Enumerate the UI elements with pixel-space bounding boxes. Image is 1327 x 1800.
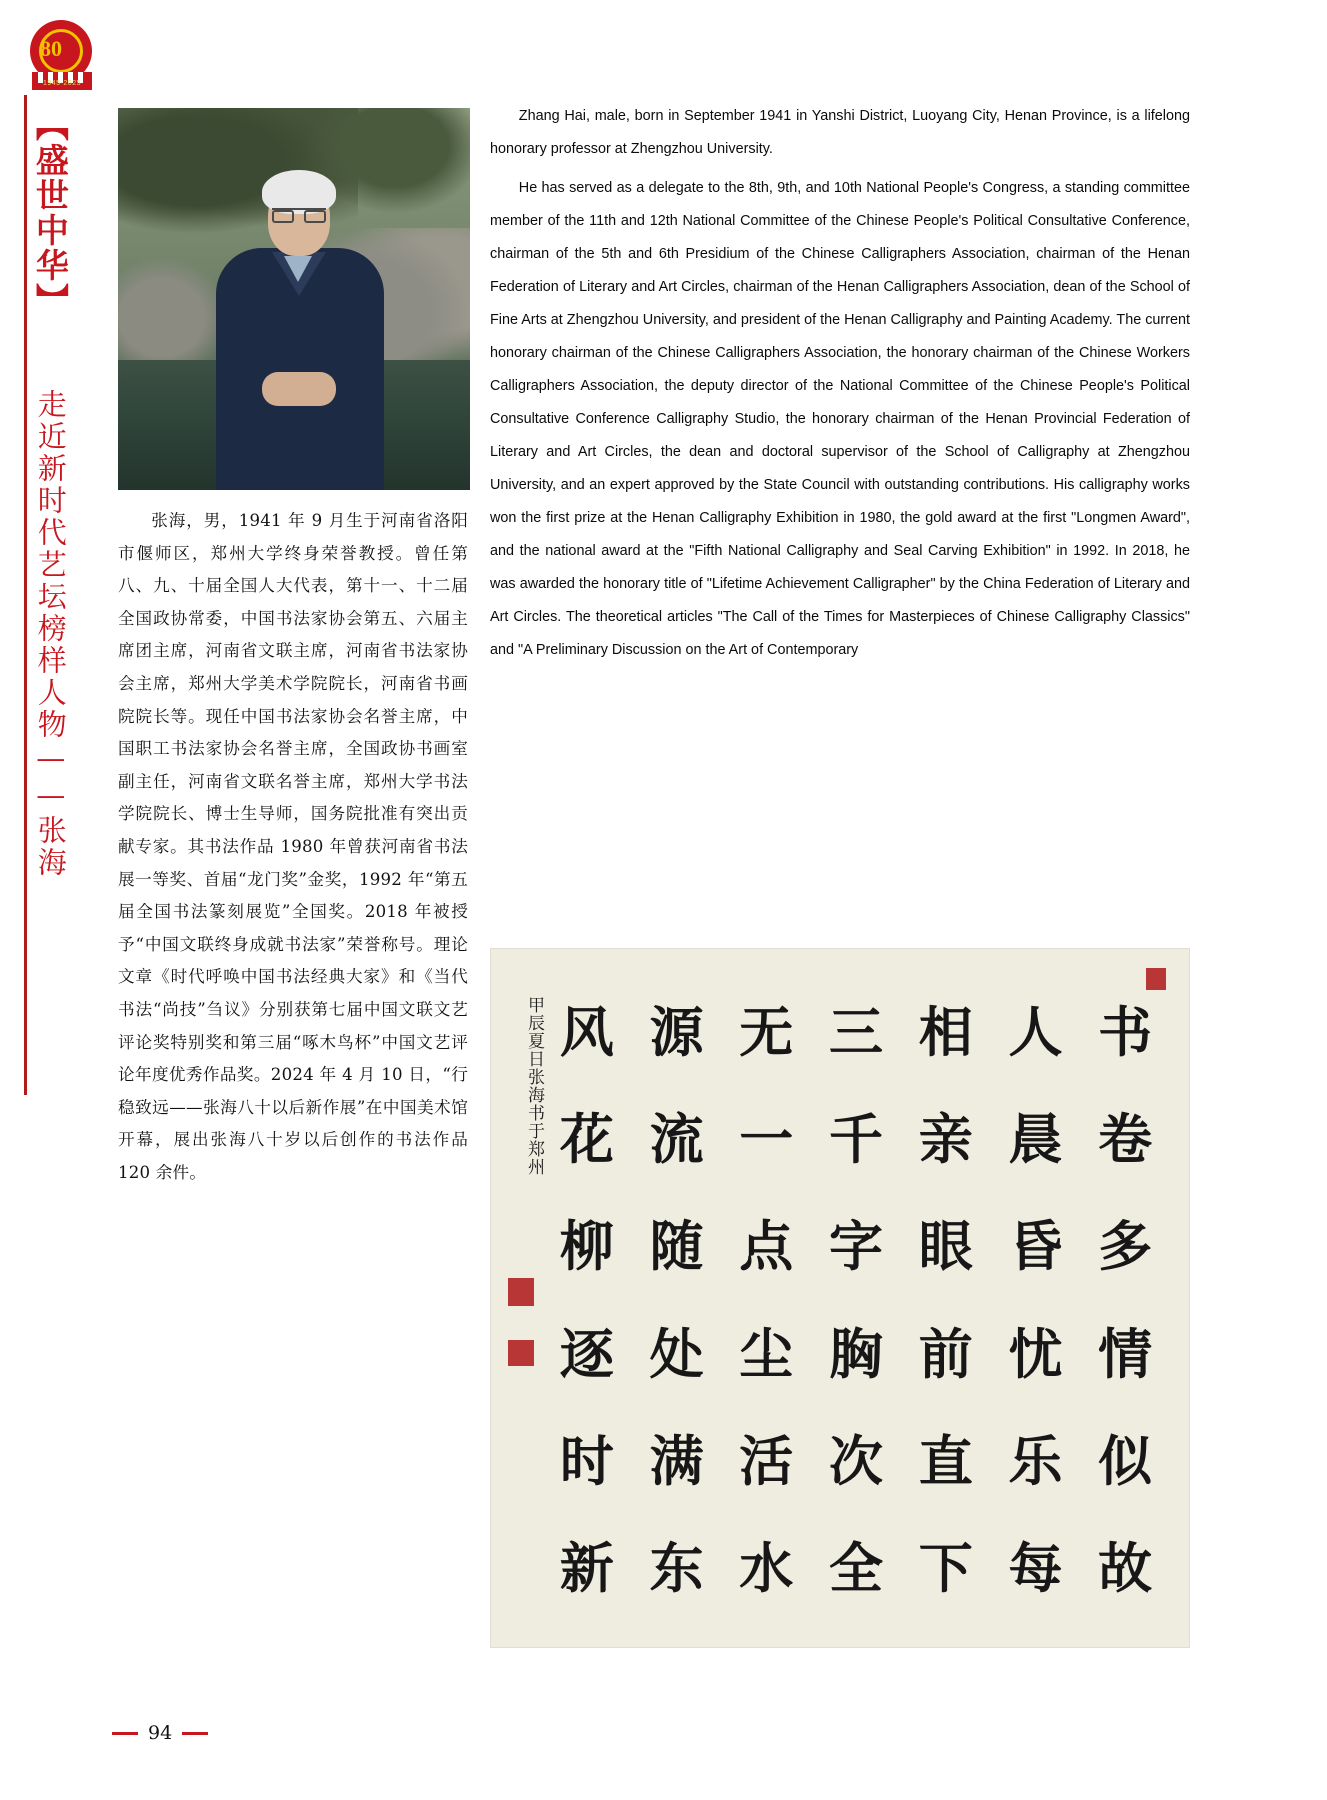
chinese-article-column bbox=[118, 505, 468, 1189]
banner-title: 【盛世中华】 bbox=[30, 108, 70, 318]
footer-dash-left bbox=[112, 1732, 138, 1735]
artwork-char: 似 bbox=[1098, 1428, 1153, 1493]
artwork-char: 相 bbox=[918, 999, 973, 1064]
calligraphy-artwork bbox=[490, 948, 1190, 1648]
emblem-number: 80 bbox=[40, 36, 62, 61]
anniversary-emblem-icon bbox=[20, 18, 104, 96]
artwork-char: 时 bbox=[559, 1428, 614, 1493]
artwork-signature: 甲辰夏日张海书于郑州 bbox=[524, 996, 544, 1176]
artwork-char: 新 bbox=[559, 1536, 614, 1601]
artwork-char: 亲 bbox=[918, 1106, 973, 1171]
artwork-char: 千 bbox=[829, 1106, 884, 1171]
subject-hands bbox=[262, 372, 336, 406]
artwork-char: 逐 bbox=[559, 1321, 614, 1386]
artwork-char: 无 bbox=[739, 999, 794, 1064]
artwork-char: 风 bbox=[559, 999, 614, 1064]
artwork-char: 乐 bbox=[1008, 1428, 1063, 1493]
artwork-char: 人 bbox=[1008, 999, 1063, 1064]
artwork-char: 尘 bbox=[739, 1321, 794, 1386]
artwork-char: 三 bbox=[829, 999, 884, 1064]
artwork-char: 随 bbox=[649, 1214, 704, 1279]
artwork-char: 流 bbox=[649, 1106, 704, 1171]
artwork-char: 前 bbox=[918, 1321, 973, 1386]
banner-subtitle: 走近新时代艺坛榜样人物——张海 bbox=[33, 389, 68, 879]
artwork-char: 胸 bbox=[829, 1321, 884, 1386]
english-paragraph-1: Zhang Hai, male, born in September 1941 in Yanshi District, Luoyang City, Henan Province, is a lifelong honorary professor at Zhengzhou University. bbox=[490, 108, 1190, 157]
artwork-char: 忧 bbox=[1008, 1321, 1063, 1386]
artwork-char: 水 bbox=[739, 1536, 794, 1601]
english-article-column bbox=[490, 100, 1190, 673]
footer-dash-right bbox=[182, 1732, 208, 1735]
english-paragraph-2: He has served as a delegate to the 8th, 9th, and 10th National People's Congress, a standing committee member of the 11th and 12th National Committee of the Chinese People's Political Consultative Conference, chairman of the 5th and 6th Presidium of the Chinese Calligraphers Association, chairman of the Henan Federation of Literary and Art Circles, chairman of the Henan Calligraphers Association, dean of the School of Fine Arts at Zhengzhou University, and president of the Henan Calligraphy and Painting Academy. The current honorary chairman of the Chinese Calligraphers Association, the honorary chairman of the Chinese Workers Calligraphers Association, the deputy director of the National Committee of the Chinese People's Political Consultative Conference Calligraphy Studio, the honorary chairman of the Henan Provincial Federation of Literary and Art Circles, the dean and doctoral supervisor of the School of Calligraphy at Zhengzhou University, and an expert approved by the State Council with outstanding contributions. His calligraphy works won the first prize at the Henan Calligraphy Exhibition in 1980, the gold award at the first "Longmen Award", and the national award at the "Fifth National Calligraphy and Seal Carving Exhibition" in 1992. In 2018, he was awarded the honorary title of "Lifetime Achievement Calligrapher" by the China Federation of Literary and Art Circles. The theoretical articles "The Call of the Times for Masterpieces of Chinese Calligraphy Classics" and "A Preliminary Discussion on the Art of Contemporary bbox=[490, 180, 1190, 658]
artwork-character-grid bbox=[542, 978, 1170, 1622]
artwork-char: 活 bbox=[739, 1428, 794, 1493]
artwork-char: 点 bbox=[739, 1214, 794, 1279]
artwork-char: 多 bbox=[1098, 1214, 1153, 1279]
artwork-char: 一 bbox=[739, 1106, 794, 1171]
artwork-char: 次 bbox=[829, 1428, 884, 1493]
artwork-char: 全 bbox=[829, 1536, 884, 1601]
artwork-char: 直 bbox=[918, 1428, 973, 1493]
banner bbox=[12, 108, 88, 934]
artwork-seal-lower bbox=[508, 1340, 534, 1366]
chinese-paragraph: 张海，男，1941 年 9 月生于河南省洛阳市偃师区，郑州大学终身荣誉教授。曾任第八、九、十届全国人大代表，第十一、十二届全国政协常委，中国书法家协会第五、六届主席团主席，河南省文联主席，河南省书法家协会主席，郑州大学美术学院院长，河南省书画院院长等。现任中国书法家协会名誉主席，中国职工书法家协会名誉主席，全国政协书画室副主任，河南省文联名誉主席，郑州大学书法学院院长、博士生导师，国务院批准有突出贡献专家。其书法作品 1980 年曾获河南省书法展一等奖、首届“龙门奖”金奖，1992 年“第五届全国书法篆刻展览”全国奖。2018 年被授予“中国文联终身成就书法家”荣誉称号。理论文章《时代呼唤中国书法经典大家》和《当代书法“尚技”刍议》分别获第七届中国文联文艺评论奖特别奖和第三届“啄木鸟杯”中国文艺评论年度优秀作品奖。2024 年 4 月 10 日，“行稳致远——张海八十以后新作展”在中国美术馆开幕，展出张海八十岁以后创作的书法作品 120 余件。 bbox=[118, 511, 468, 1182]
artwork-seal-upper bbox=[508, 1278, 534, 1306]
artwork-char: 满 bbox=[649, 1428, 704, 1493]
artwork-char: 东 bbox=[649, 1536, 704, 1601]
subject-glasses-icon bbox=[272, 208, 326, 224]
artwork-char: 情 bbox=[1098, 1321, 1153, 1386]
artwork-char: 卷 bbox=[1098, 1106, 1153, 1171]
artwork-char: 柳 bbox=[559, 1214, 614, 1279]
artwork-char: 源 bbox=[649, 999, 704, 1064]
page-footer bbox=[112, 1722, 208, 1744]
artwork-char: 字 bbox=[829, 1214, 884, 1279]
artwork-char: 昏 bbox=[1008, 1214, 1063, 1279]
artwork-char: 书 bbox=[1098, 999, 1153, 1064]
portrait-photo bbox=[118, 108, 470, 490]
artwork-char: 处 bbox=[649, 1321, 704, 1386]
artwork-char: 下 bbox=[918, 1536, 973, 1601]
artwork-char: 每 bbox=[1008, 1536, 1063, 1601]
artwork-char: 晨 bbox=[1008, 1106, 1063, 1171]
artwork-char: 眼 bbox=[918, 1214, 973, 1279]
photo-subject bbox=[210, 160, 390, 490]
artwork-char: 花 bbox=[559, 1106, 614, 1171]
emblem-years: 1945-2025 bbox=[43, 80, 81, 87]
page-number: 94 bbox=[148, 1722, 173, 1744]
artwork-char: 故 bbox=[1098, 1536, 1153, 1601]
